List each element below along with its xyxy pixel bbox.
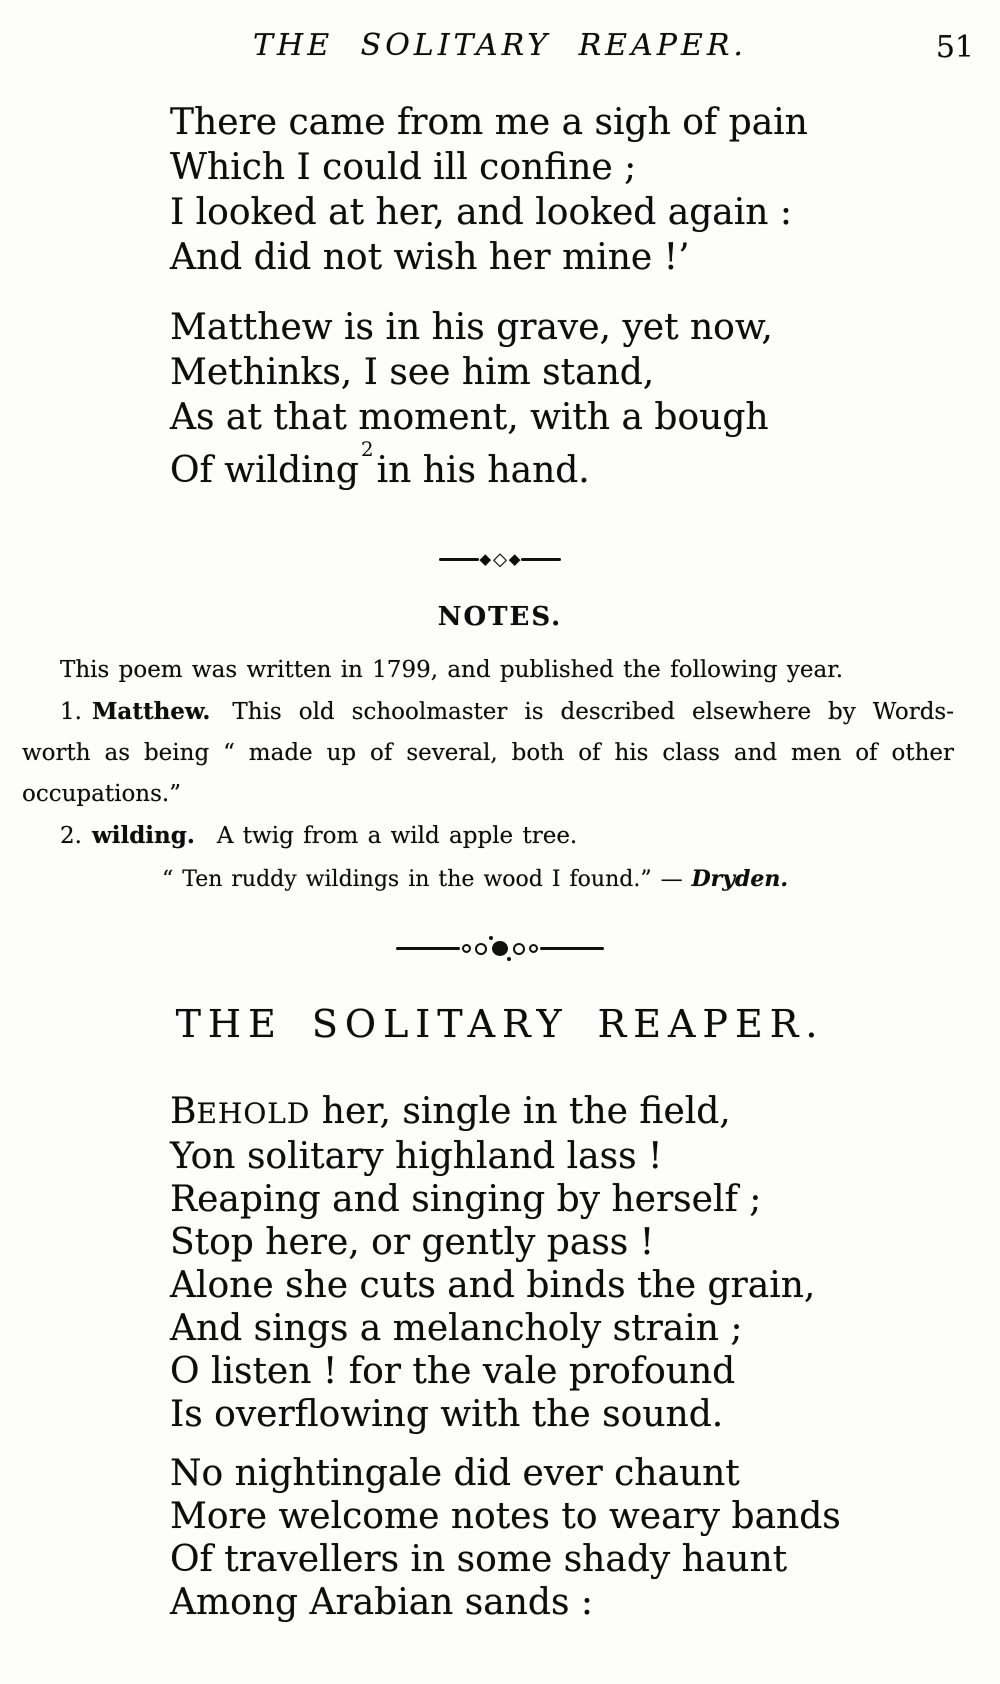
poem-line: Reaping and singing by herself ; [170, 1179, 762, 1220]
poem-line: Methinks, I see him stand, [170, 352, 655, 393]
stanza [170, 1090, 841, 1436]
poem-line: As at that moment, with a bough [170, 397, 769, 438]
floral-rule-divider-icon [0, 941, 1000, 956]
note-entry [22, 815, 954, 857]
poem-line: No nightingale did ever chaunt [170, 1453, 740, 1494]
note-number: 1. [60, 699, 82, 725]
quotation-text: “ Ten ruddy wildings in the wood I found.” — [162, 867, 692, 892]
poem-title: THE SOLITARY REAPER. [175, 1002, 825, 1046]
small-caps-text: EHOLD [196, 1097, 311, 1130]
poem-line: Stop here, or gently pass ! [170, 1222, 655, 1263]
stanza [170, 1452, 841, 1624]
notes-section [22, 650, 954, 900]
ring-ornament-icon [475, 943, 487, 955]
note-text: A twig from a wild apple tree. [216, 823, 578, 849]
ring-ornament-icon [513, 943, 525, 955]
poem-line: And did not wish her mine !’ [170, 237, 690, 278]
matthew-poem [170, 100, 808, 493]
poem-line-text: Of wilding [170, 450, 359, 491]
rule-line [540, 947, 604, 950]
filled-diamond-icon: ◆ [508, 550, 521, 568]
note-term: Matthew. [91, 698, 211, 725]
poem-line: I looked at her, and looked again : [170, 192, 792, 233]
poem-line-text: her, single in the field, [310, 1091, 731, 1132]
lead-capital: B [170, 1091, 197, 1132]
poem-line: Matthew is in his grave, yet now, [170, 307, 773, 348]
note-number: 2. [60, 823, 82, 849]
poem-opening-line [170, 1090, 841, 1135]
page-number: 51 [935, 30, 974, 65]
running-header: THE SOLITARY REAPER. [253, 28, 747, 63]
note-entry [22, 691, 954, 733]
note-term: wilding. [91, 822, 195, 849]
note-continuation: occupations.” [22, 781, 181, 807]
poem-line: Which I could ill confine ; [170, 147, 637, 188]
note-continuation: worth as being “ made up of several, both of his class and men of other [22, 740, 954, 766]
open-diamond-icon: ◇ [493, 549, 507, 570]
footnote-marker: 2 [360, 437, 374, 461]
quotation-attribution: Dryden. [691, 866, 789, 892]
rule-line [396, 947, 460, 950]
note-intro: This poem was written in 1799, and published the following year. [60, 657, 844, 683]
poem-line-text: in his hand. [376, 450, 590, 491]
notes-heading: NOTES. [437, 602, 563, 632]
poem-line: O listen ! for the vale profound [170, 1351, 736, 1392]
ring-ornament-icon [529, 944, 538, 953]
rule-line [521, 558, 561, 561]
ring-ornament-icon [462, 944, 471, 953]
poem-line: Is overflowing with the sound. [170, 1394, 724, 1435]
note-quotation [22, 859, 954, 900]
filled-diamond-icon: ◆ [479, 550, 492, 568]
poem-line: Among Arabian sands : [170, 1582, 594, 1623]
poem-line: There came from me a sigh of pain [170, 102, 808, 143]
poem-line: More welcome notes to weary bands [170, 1496, 841, 1537]
poem-line: And sings a melancholy strain ; [170, 1308, 743, 1349]
poem-line: Yon solitary highland lass ! [170, 1136, 663, 1177]
floral-blob-icon [492, 941, 508, 956]
poem-line: Alone she cuts and binds the grain, [170, 1265, 816, 1306]
solitary-reaper-poem [170, 1090, 841, 1624]
stanza [170, 305, 808, 493]
poem-line: Of travellers in some shady haunt [170, 1539, 788, 1580]
note-text: This old schoolmaster is described elsewhere by Words- [232, 699, 954, 725]
diamond-rule-divider-icon [0, 549, 1000, 570]
stanza [170, 100, 808, 280]
poem-line-with-footnote [170, 437, 808, 493]
rule-line [439, 558, 479, 561]
